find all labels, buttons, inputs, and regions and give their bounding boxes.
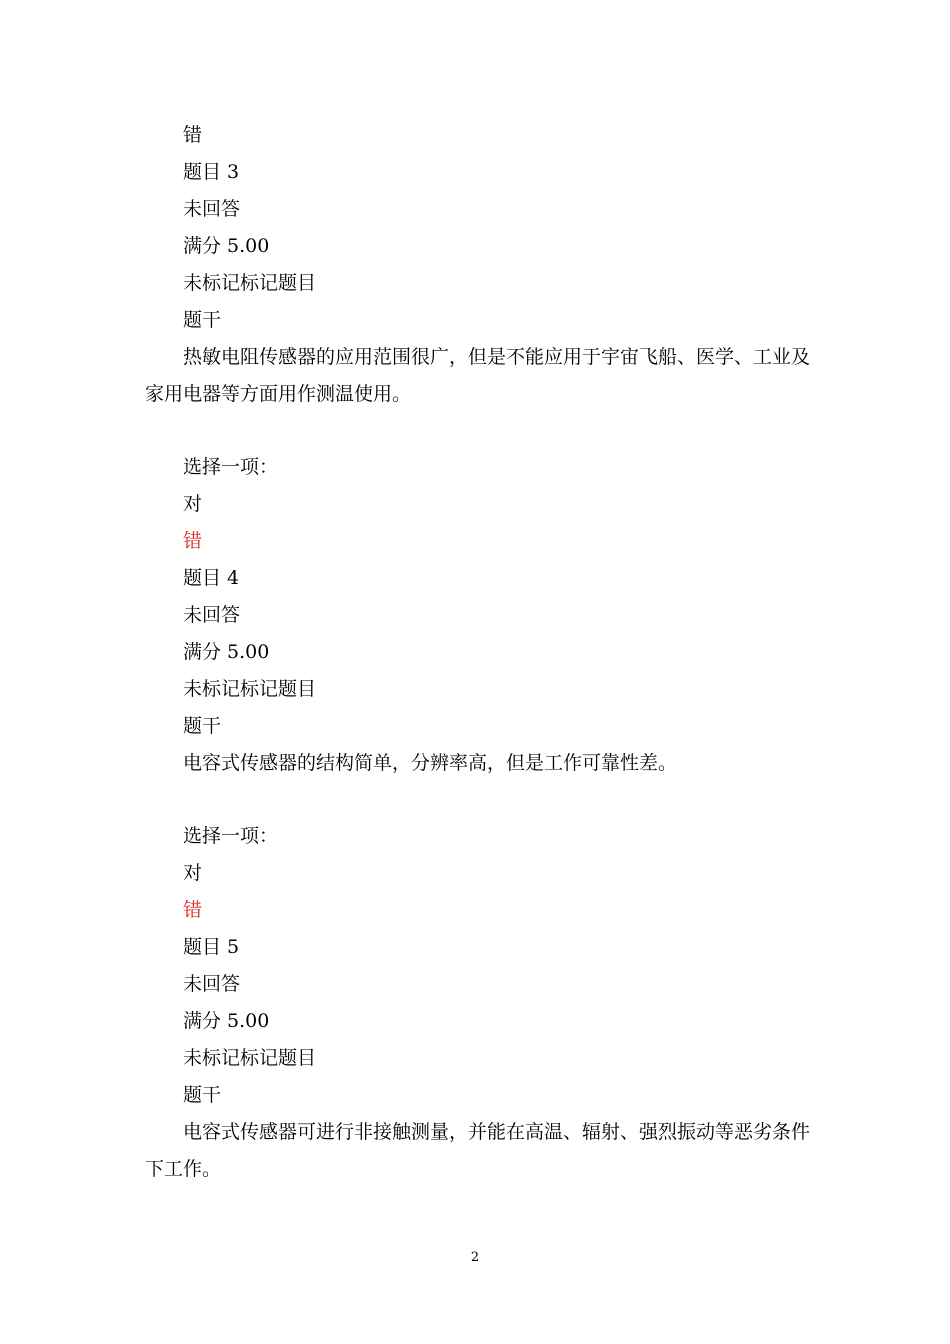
question-4: [145, 560, 810, 929]
question-title: 题目 3: [183, 161, 240, 183]
question-stem-label: 题干: [183, 1084, 222, 1106]
spacer: [145, 413, 810, 449]
question-3: [145, 154, 810, 560]
page-number: 2: [470, 1250, 480, 1265]
question-stem: 电容式传感器可进行非接触测量，并能在高温、辐射、强烈振动等恶劣条件下工作。: [145, 1121, 811, 1180]
question-title: 题目 5: [183, 936, 240, 958]
question-score: 满分 5.00: [183, 641, 270, 663]
question-stem-label: 题干: [183, 309, 222, 331]
option-false-highlighted: 错: [183, 899, 203, 921]
question-stem: 电容式传感器的结构简单，分辨率高，但是工作可靠性差。: [183, 752, 678, 774]
choose-label: 选择一项：: [183, 825, 279, 847]
question-flag: 未标记标记题目: [183, 272, 317, 294]
choose-label: 选择一项：: [183, 456, 279, 478]
option-true: 对: [183, 862, 203, 884]
previous-answer: 错: [183, 124, 203, 146]
question-flag: 未标记标记题目: [183, 678, 317, 700]
question-flag: 未标记标记题目: [183, 1047, 317, 1069]
question-status: 未回答: [183, 604, 241, 626]
question-stem-label: 题干: [183, 715, 222, 737]
question-status: 未回答: [183, 973, 241, 995]
question-status: 未回答: [183, 198, 241, 220]
option-true: 对: [183, 493, 203, 515]
question-score: 满分 5.00: [183, 1010, 270, 1032]
question-score: 满分 5.00: [183, 235, 270, 257]
question-stem: 热敏电阻传感器的应用范围很广，但是不能应用于宇宙飞船、医学、工业及家用电器等方面用作测温使用。: [145, 346, 811, 405]
question-title: 题目 4: [183, 567, 240, 589]
spacer: [145, 782, 810, 818]
document-body: [145, 117, 810, 1188]
option-false-highlighted: 错: [183, 530, 203, 552]
question-5: [145, 929, 810, 1188]
